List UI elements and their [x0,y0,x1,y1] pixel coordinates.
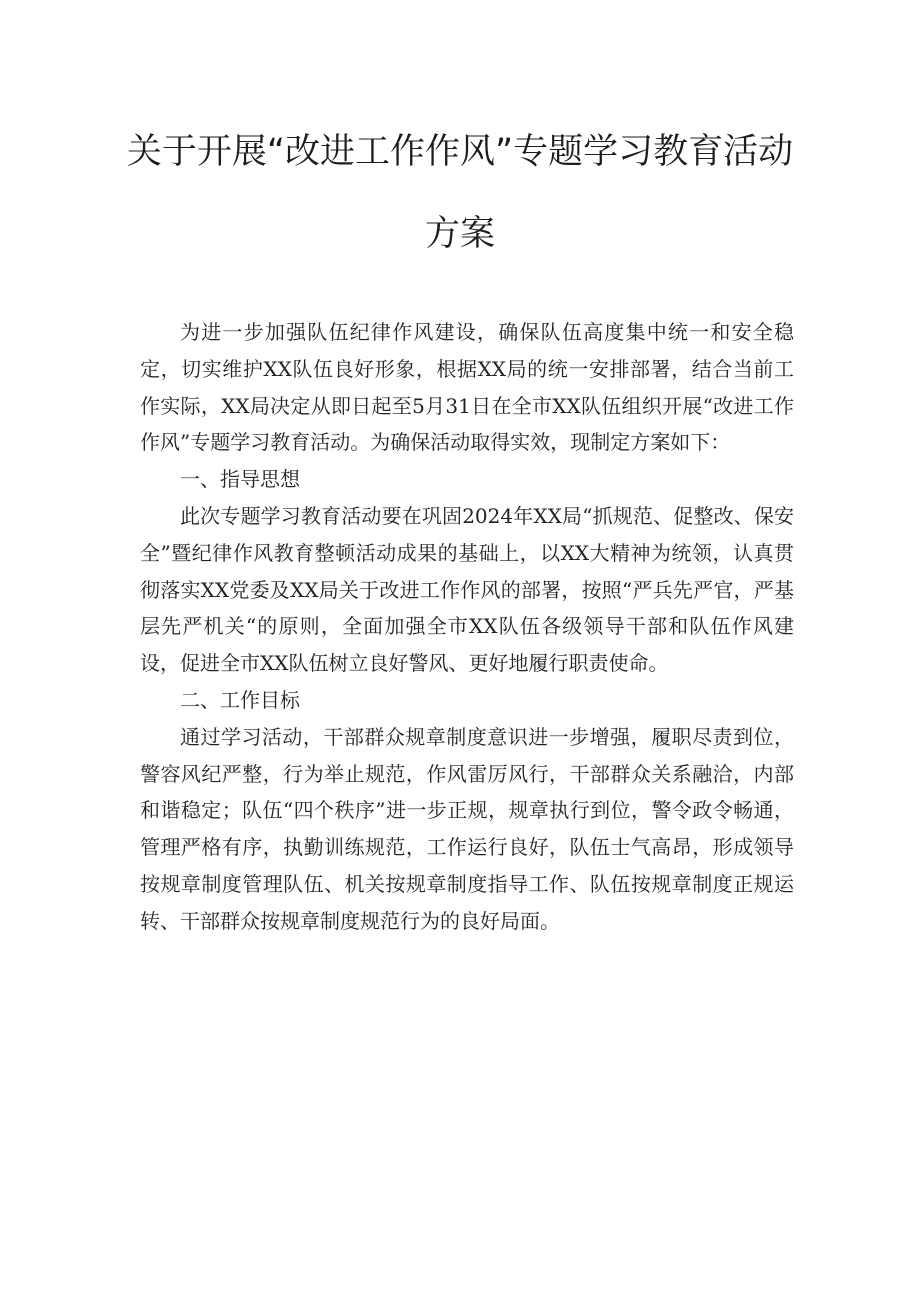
section-body-work-goals: 通过学习活动，干部群众规章制度意识进一步增强，履职尽责到位，警容风纪严整，行为举止规范，作风雷厉风行，干部群众关系融洽，内部和谐稳定；队伍“四个秩序”进一步正规，规章执行到位，警令政令畅通，管理严格有序，执勤训练规范，工作运行良好，队伍士气高昂，形成领导按规章制度管理队伍、机关按规章制度指导工作、队伍按规章制度正规运转、干部群众按规章制度规范行为的良好局面。 [140,724,794,933]
intro-paragraph: 为进一步加强队伍纪律作风建设，确保队伍高度集中统一和安全稳定，切实维护XX队伍良好形象，根据XX局的统一安排部署，结合当前工作实际，XX局决定从即日起至5月31日在全市XX队伍组织开展“改进工作作风”专题学习教育活动。为确保活动取得实效，现制定方案如下： [140,320,794,455]
section-heading-work-goals: 二、工作目标 [180,687,300,712]
section-heading-guiding-ideology: 一、指导思想 [180,467,300,492]
section-body-guiding-ideology: 此次专题学习教育活动要在巩固2024年XX局“抓规范、促整改、保安全”暨纪律作风教育整顿活动成果的基础上，以XX大精神为统领，认真贯彻落实XX党委及XX局关于改进工作作风的部署，按照“严兵先严官，严基层先严机关“的原则，全面加强全市XX队伍各级领导干部和队伍作风建设，促进全市XX队伍树立良好警风、更好地履行职责使命。 [140,503,794,676]
document-title-line-2: 方案 [424,214,495,254]
document-body [140,314,794,940]
document-title-line-1: 关于开展“改进工作作风”专题学习教育活动 [126,132,794,172]
